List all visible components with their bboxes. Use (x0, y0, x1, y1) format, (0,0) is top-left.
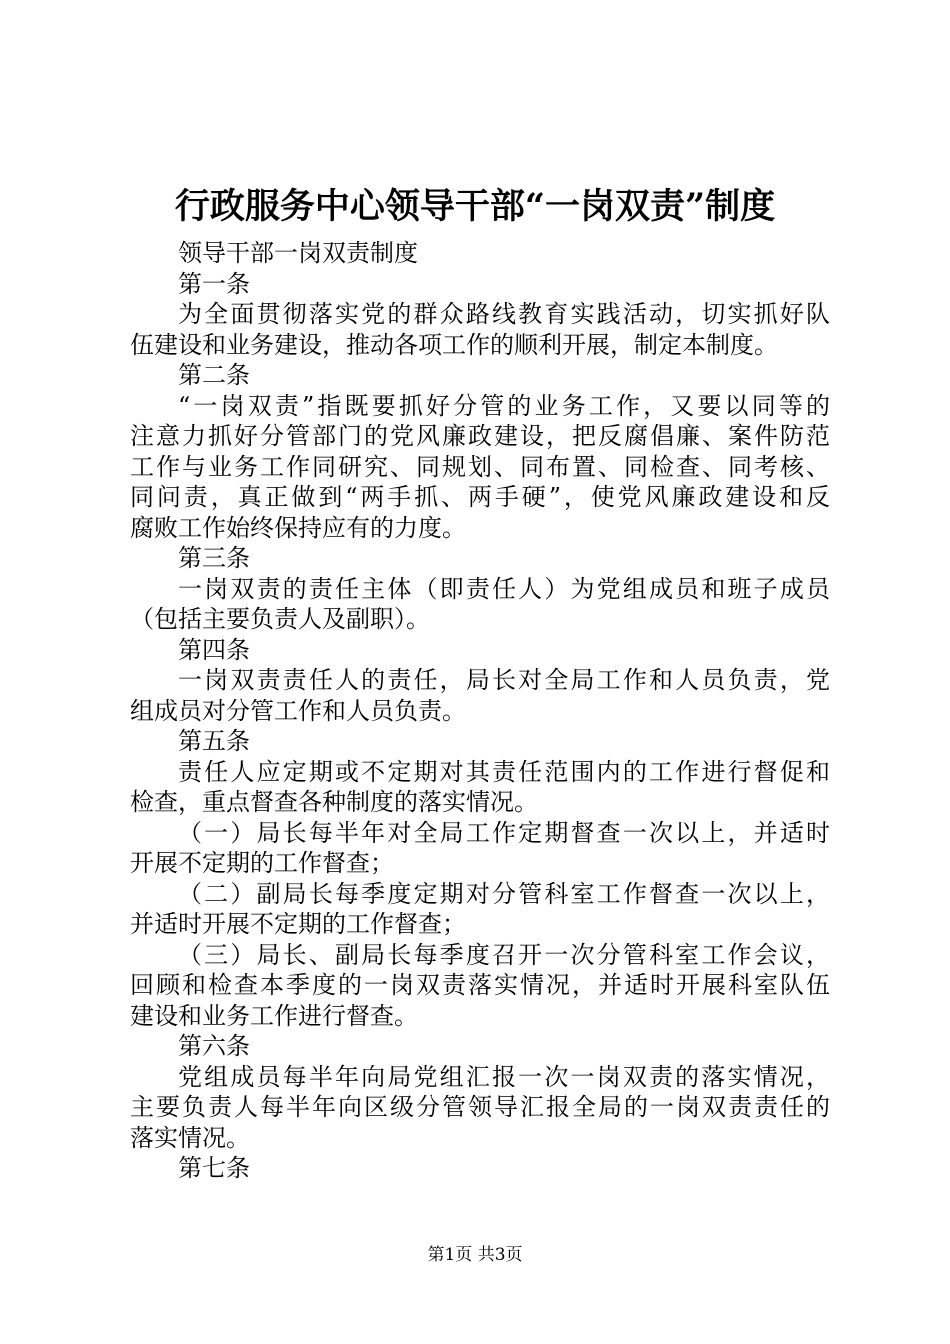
paragraph-line: （包括主要负责人及副职）。 (130, 605, 430, 633)
paragraph-line: 组成员对分管工作和人员负责。 (130, 696, 466, 725)
paragraph-line: 一岗双责责任人的责任，局长对全局工作和人员负责，党 (178, 666, 830, 694)
paragraph-line: 工作与业务工作同研究、同规划、同布置、同检查、同考核、 (130, 452, 830, 481)
paragraph-line: 为全面贯彻落实党的群众路线教育实践活动，切实抓好队 (178, 300, 830, 328)
article-heading-7: 第七条 (178, 1154, 250, 1182)
paragraph-line: 主要负责人每半年向区级分管领导汇报全局的一岗双责责任的 (130, 1093, 830, 1121)
list-item-line: 并适时开展不定期的工作督查； (130, 910, 466, 938)
list-item-line: （一）局长每半年对全局工作定期督查一次以上，并适时 (178, 818, 830, 847)
article-heading-3: 第三条 (178, 544, 250, 572)
page-footer: 第1页 共3页 (427, 1245, 523, 1265)
list-item-line: （三）局长、副局长每季度召开一次分管科室工作会议， (178, 940, 830, 969)
paragraph-line: 责任人应定期或不定期对其责任范围内的工作进行督促和 (178, 757, 830, 786)
paragraph-line: 同问责，真正做到“两手抓、两手硬”，使党风廉政建设和反 (130, 483, 830, 511)
article-heading-6: 第六条 (178, 1032, 250, 1060)
article-heading-2: 第二条 (178, 361, 250, 389)
document-body (130, 238, 830, 1184)
paragraph-line: 检查，重点督查各种制度的落实情况。 (130, 788, 538, 816)
list-item-line: （二）副局长每季度定期对分管科室工作督查一次以上， (178, 879, 830, 908)
paragraph-line: 党组成员每半年向局党组汇报一次一岗双责的落实情况， (178, 1062, 830, 1091)
paragraph-line: 腐败工作始终保持应有的力度。 (130, 513, 466, 542)
paragraph-line: “一岗双责”指既要抓好分管的业务工作，又要以同等的 (178, 391, 830, 420)
article-heading-1: 第一条 (178, 269, 250, 298)
article-heading-5: 第五条 (178, 727, 250, 755)
list-item-line: 开展不定期的工作督查； (130, 849, 394, 877)
list-item-line: 回顾和检查本季度的一岗双责落实情况，并适时开展科室队伍 (130, 971, 830, 999)
paragraph-line: 注意力抓好分管部门的党风廉政建设，把反腐倡廉、案件防范 (130, 422, 830, 450)
paragraph-line: 一岗双责的责任主体（即责任人）为党组成员和班子成员 (178, 574, 830, 603)
doc-heading: 领导干部一岗双责制度 (178, 239, 418, 267)
list-item-line: 建设和业务工作进行督查。 (130, 1001, 418, 1030)
article-heading-4: 第四条 (178, 635, 250, 664)
page-title: 行政服务中心领导干部“一岗双责”制度 (174, 186, 776, 227)
paragraph-line: 伍建设和业务建设，推动各项工作的顺利开展，制定本制度。 (130, 330, 778, 359)
paragraph-line: 落实情况。 (130, 1123, 250, 1152)
